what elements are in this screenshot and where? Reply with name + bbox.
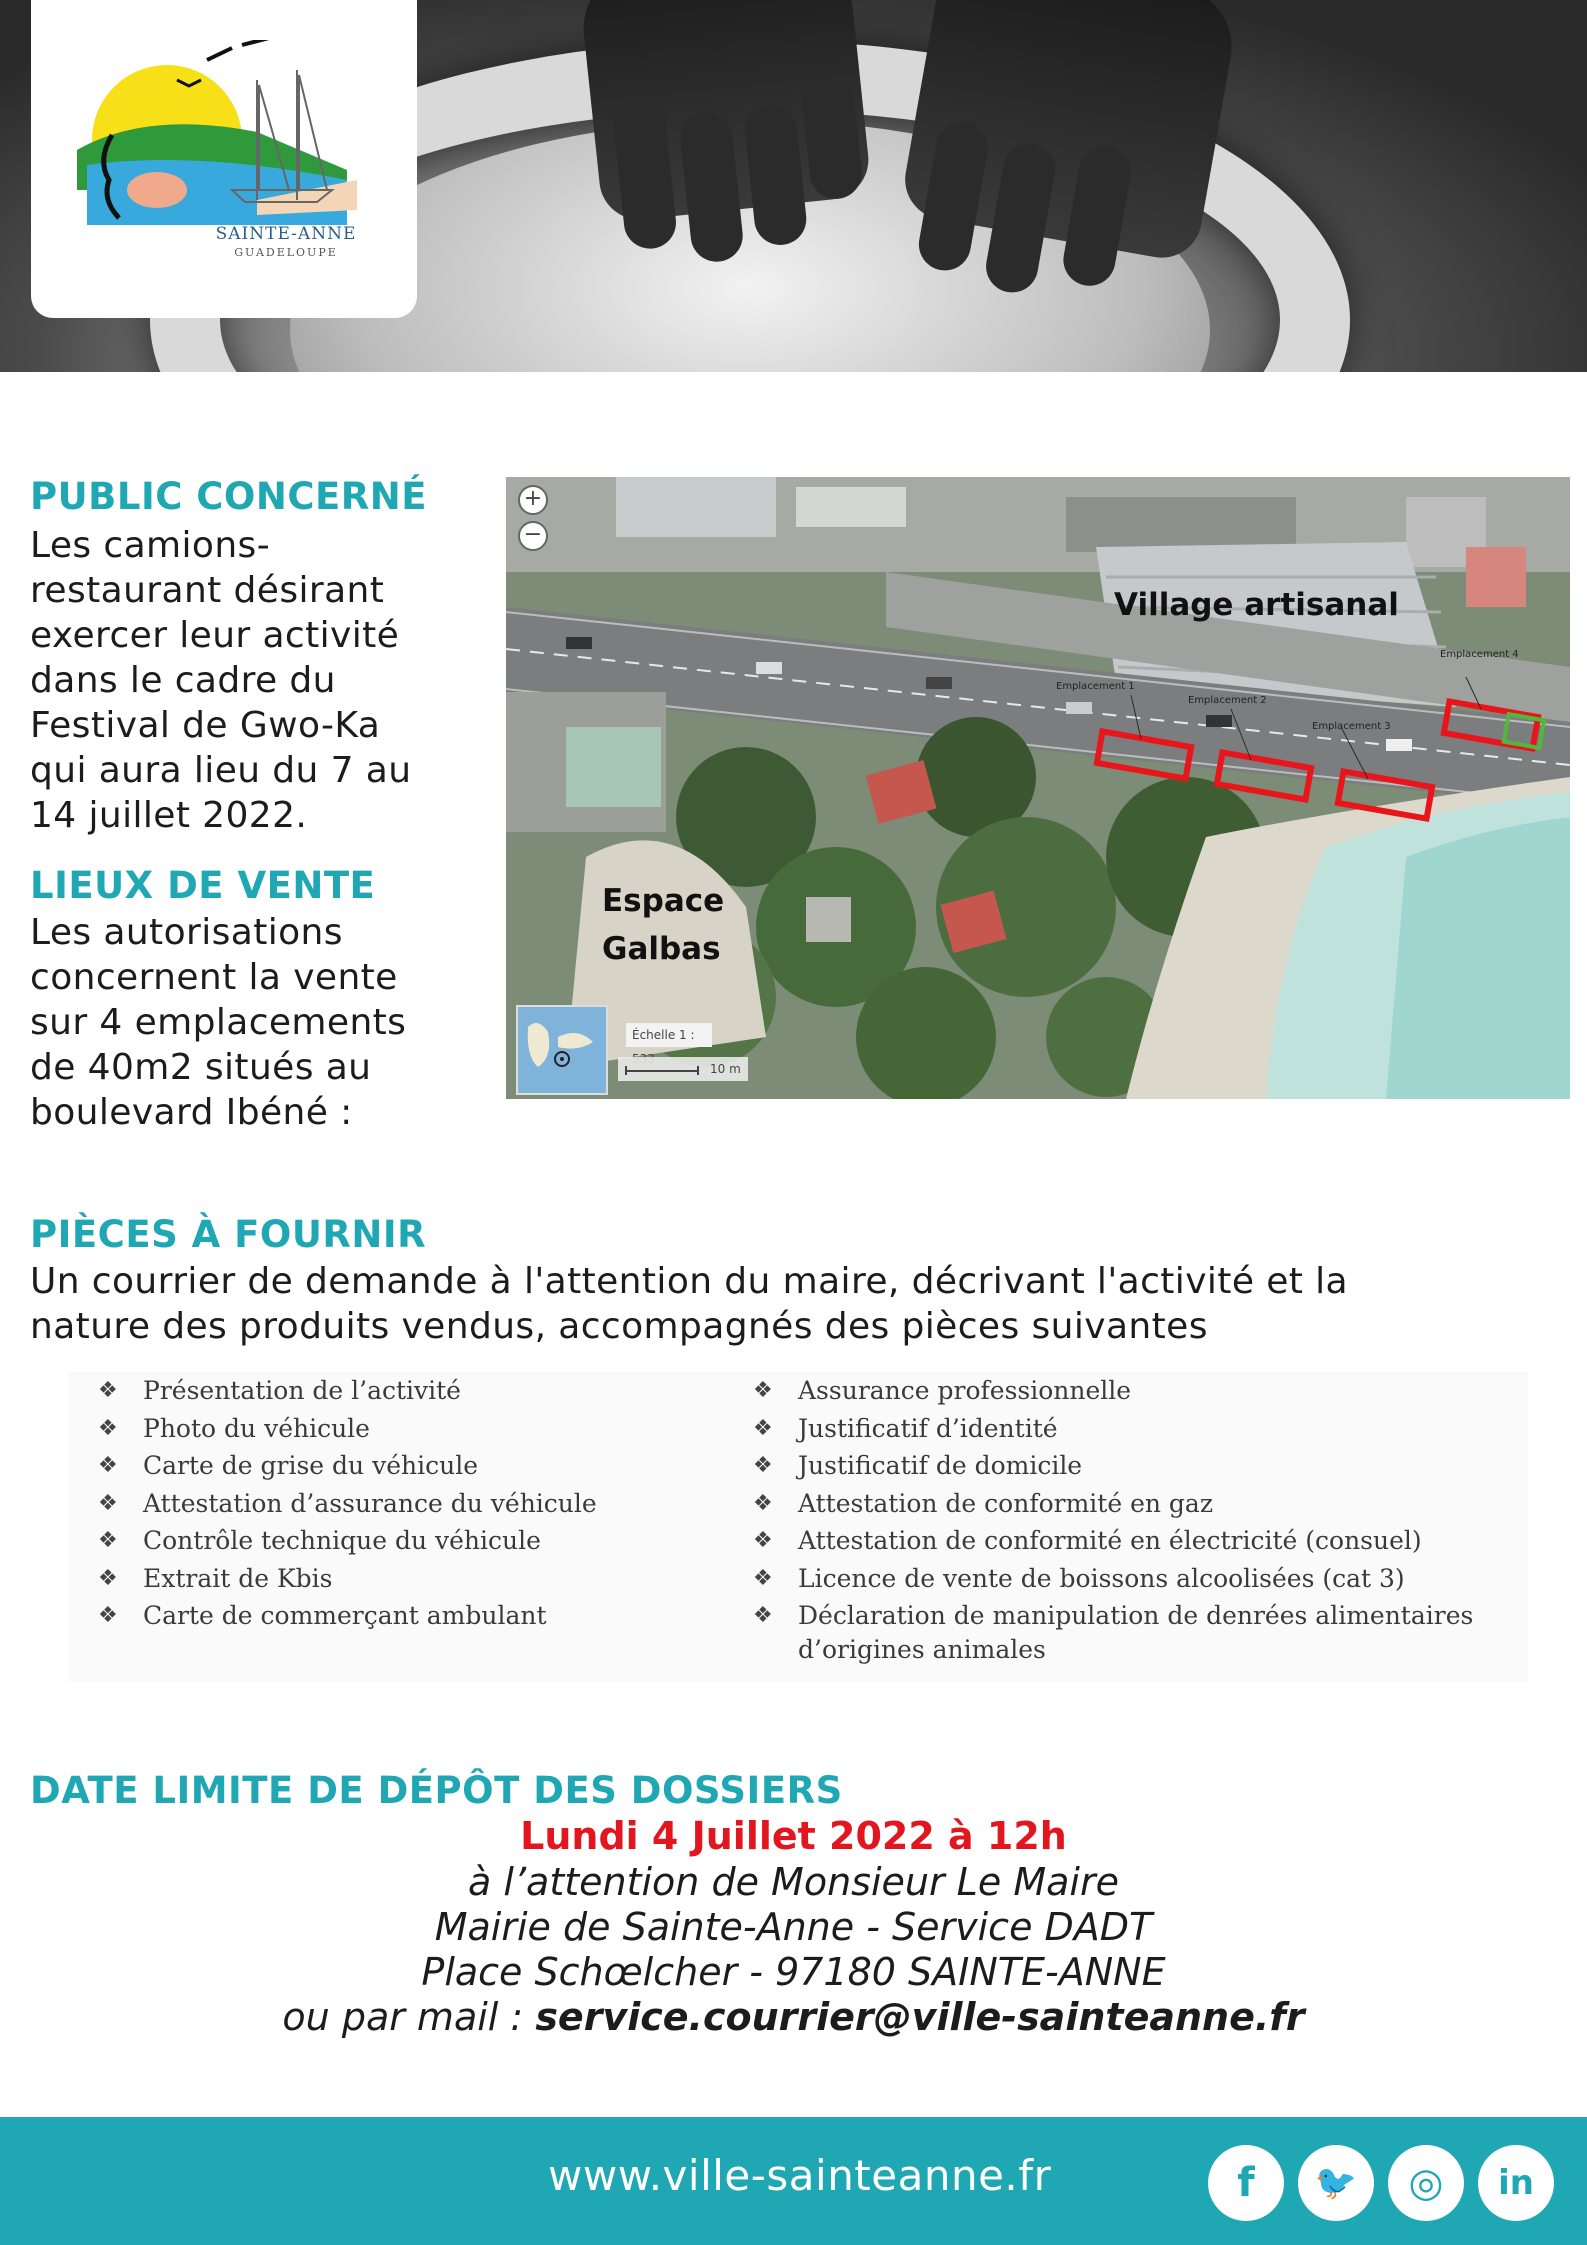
scale-label: Échelle 1 : <box>626 1023 712 1047</box>
public-line: exercer leur activité <box>30 615 400 656</box>
list-item: ❖ Contrôle technique du véhicule <box>98 1522 597 1560</box>
list-item: ❖ Assurance professionnelle <box>753 1372 1473 1410</box>
emplacement-4-label: Emplacement 4 <box>1440 649 1519 660</box>
address-line-2: Mairie de Sainte-Anne - Service DADT <box>434 1905 1153 1949</box>
lieux-line: boulevard Ibéné : <box>30 1092 353 1133</box>
logo-text <box>201 224 371 259</box>
instagram-icon[interactable]: ◎ <box>1388 2145 1464 2221</box>
scale-bar <box>618 1057 748 1081</box>
public-line: dans le cadre du <box>30 660 336 701</box>
list-item: ❖ Attestation de conformité en électricité (consuel) <box>753 1522 1473 1560</box>
list-item: ❖ Justificatif d’identité <box>753 1410 1473 1448</box>
lieux-line: de 40m2 situés au <box>30 1047 372 1088</box>
pieces-intro-line: Un courrier de demande à l'attention du maire, décrivant l'activité et la <box>30 1261 1348 1302</box>
mail-prefix: ou par mail : <box>282 1995 536 2039</box>
logo-card <box>31 0 417 318</box>
espace-label-1: Espace <box>602 883 725 919</box>
pieces-list-left <box>98 1372 597 1635</box>
zoom-out-button[interactable]: − <box>518 521 548 551</box>
deadline-date: Lundi 4 Juillet 2022 à 12h <box>520 1814 1067 1858</box>
address-line-3: Place Schœlcher - 97180 SAINTE-ANNE <box>421 1950 1166 1994</box>
public-title: PUBLIC CONCERNÉ <box>30 475 427 518</box>
public-line: Les camions- <box>30 525 271 566</box>
lieux-title: LIEUX DE VENTE <box>30 864 376 907</box>
mini-map[interactable] <box>516 1005 608 1095</box>
list-item: ❖ Licence de vente de boissons alcoolisées (cat 3) <box>753 1560 1473 1598</box>
aerial-map[interactable] <box>506 477 1570 1099</box>
list-item: ❖ Extrait de Kbis <box>98 1560 597 1598</box>
scale-bar-text: 10 m <box>710 1062 741 1076</box>
mail-link[interactable]: service.courrier@ville-sainteanne.fr <box>535 1995 1305 2039</box>
emplacement-3-label: Emplacement 3 <box>1312 721 1391 732</box>
footer <box>0 2117 1587 2245</box>
address-line-1: à l’attention de Monsieur Le Maire <box>468 1860 1119 1904</box>
pieces-list-right <box>753 1372 1473 1668</box>
pieces-title: PIÈCES À FOURNIR <box>30 1213 427 1256</box>
zoom-in-button[interactable]: + <box>518 485 548 515</box>
list-item: ❖ Photo du véhicule <box>98 1410 597 1448</box>
left-hand <box>578 0 873 223</box>
list-item: ❖ Attestation d’assurance du véhicule <box>98 1485 597 1523</box>
lieux-text <box>30 910 406 1135</box>
list-item-continuation <box>753 1631 1473 1669</box>
header-photo <box>0 0 1587 372</box>
pieces-intro-line: nature des produits vendus, accompagnés des pièces suivantes <box>30 1306 1208 1347</box>
public-line: qui aura lieu du 7 au <box>30 750 412 791</box>
logo-sub: GUADELOUPE <box>234 246 338 259</box>
list-item: ❖ Déclaration de manipulation de denrées alimentaires <box>753 1597 1473 1635</box>
pieces-intro <box>30 1259 1348 1349</box>
list-item: ❖ Présentation de l’activité <box>98 1372 597 1410</box>
list-item-continuation-text: d’origines animales <box>798 1634 1046 1664</box>
espace-label-2: Galbas <box>602 931 721 967</box>
emplacement-1-label: Emplacement 1 <box>1056 681 1135 692</box>
guadeloupe-minimap-icon <box>518 1007 606 1093</box>
emplacement-2-label: Emplacement 2 <box>1188 695 1267 706</box>
date-title: DATE LIMITE DE DÉPÔT DES DOSSIERS <box>30 1769 843 1812</box>
twitter-icon[interactable]: 🐦 <box>1298 2145 1374 2221</box>
zoom-controls <box>518 485 548 551</box>
public-line: restaurant désirant <box>30 570 385 611</box>
linkedin-icon[interactable]: in <box>1478 2145 1554 2221</box>
lieux-line: Les autorisations <box>30 912 343 953</box>
list-item: ❖ Attestation de conformité en gaz <box>753 1485 1473 1523</box>
map-drawing <box>506 477 1570 1099</box>
website-link[interactable]: www.ville-sainteanne.fr <box>548 2151 1052 2200</box>
finger <box>800 77 864 202</box>
list-item: ❖ Carte de grise du véhicule <box>98 1447 597 1485</box>
sainte-anne-logo <box>57 40 407 240</box>
lieux-line: concernent la vente <box>30 957 398 998</box>
public-text <box>30 523 411 838</box>
mail-line <box>0 1995 1587 2040</box>
public-line: Festival de Gwo-Ka <box>30 705 381 746</box>
right-hand <box>899 0 1241 264</box>
logo-name: SAINTE-ANNE <box>215 224 357 244</box>
public-line: 14 juillet 2022. <box>30 795 308 836</box>
list-item: ❖ Carte de commerçant ambulant <box>98 1597 597 1635</box>
lieux-line: sur 4 emplacements <box>30 1002 407 1043</box>
list-item: ❖ Justificatif de domicile <box>753 1447 1473 1485</box>
facebook-icon[interactable]: f <box>1208 2145 1284 2221</box>
pieces-list <box>68 1372 1528 1682</box>
village-label: Village artisanal <box>1114 587 1399 623</box>
